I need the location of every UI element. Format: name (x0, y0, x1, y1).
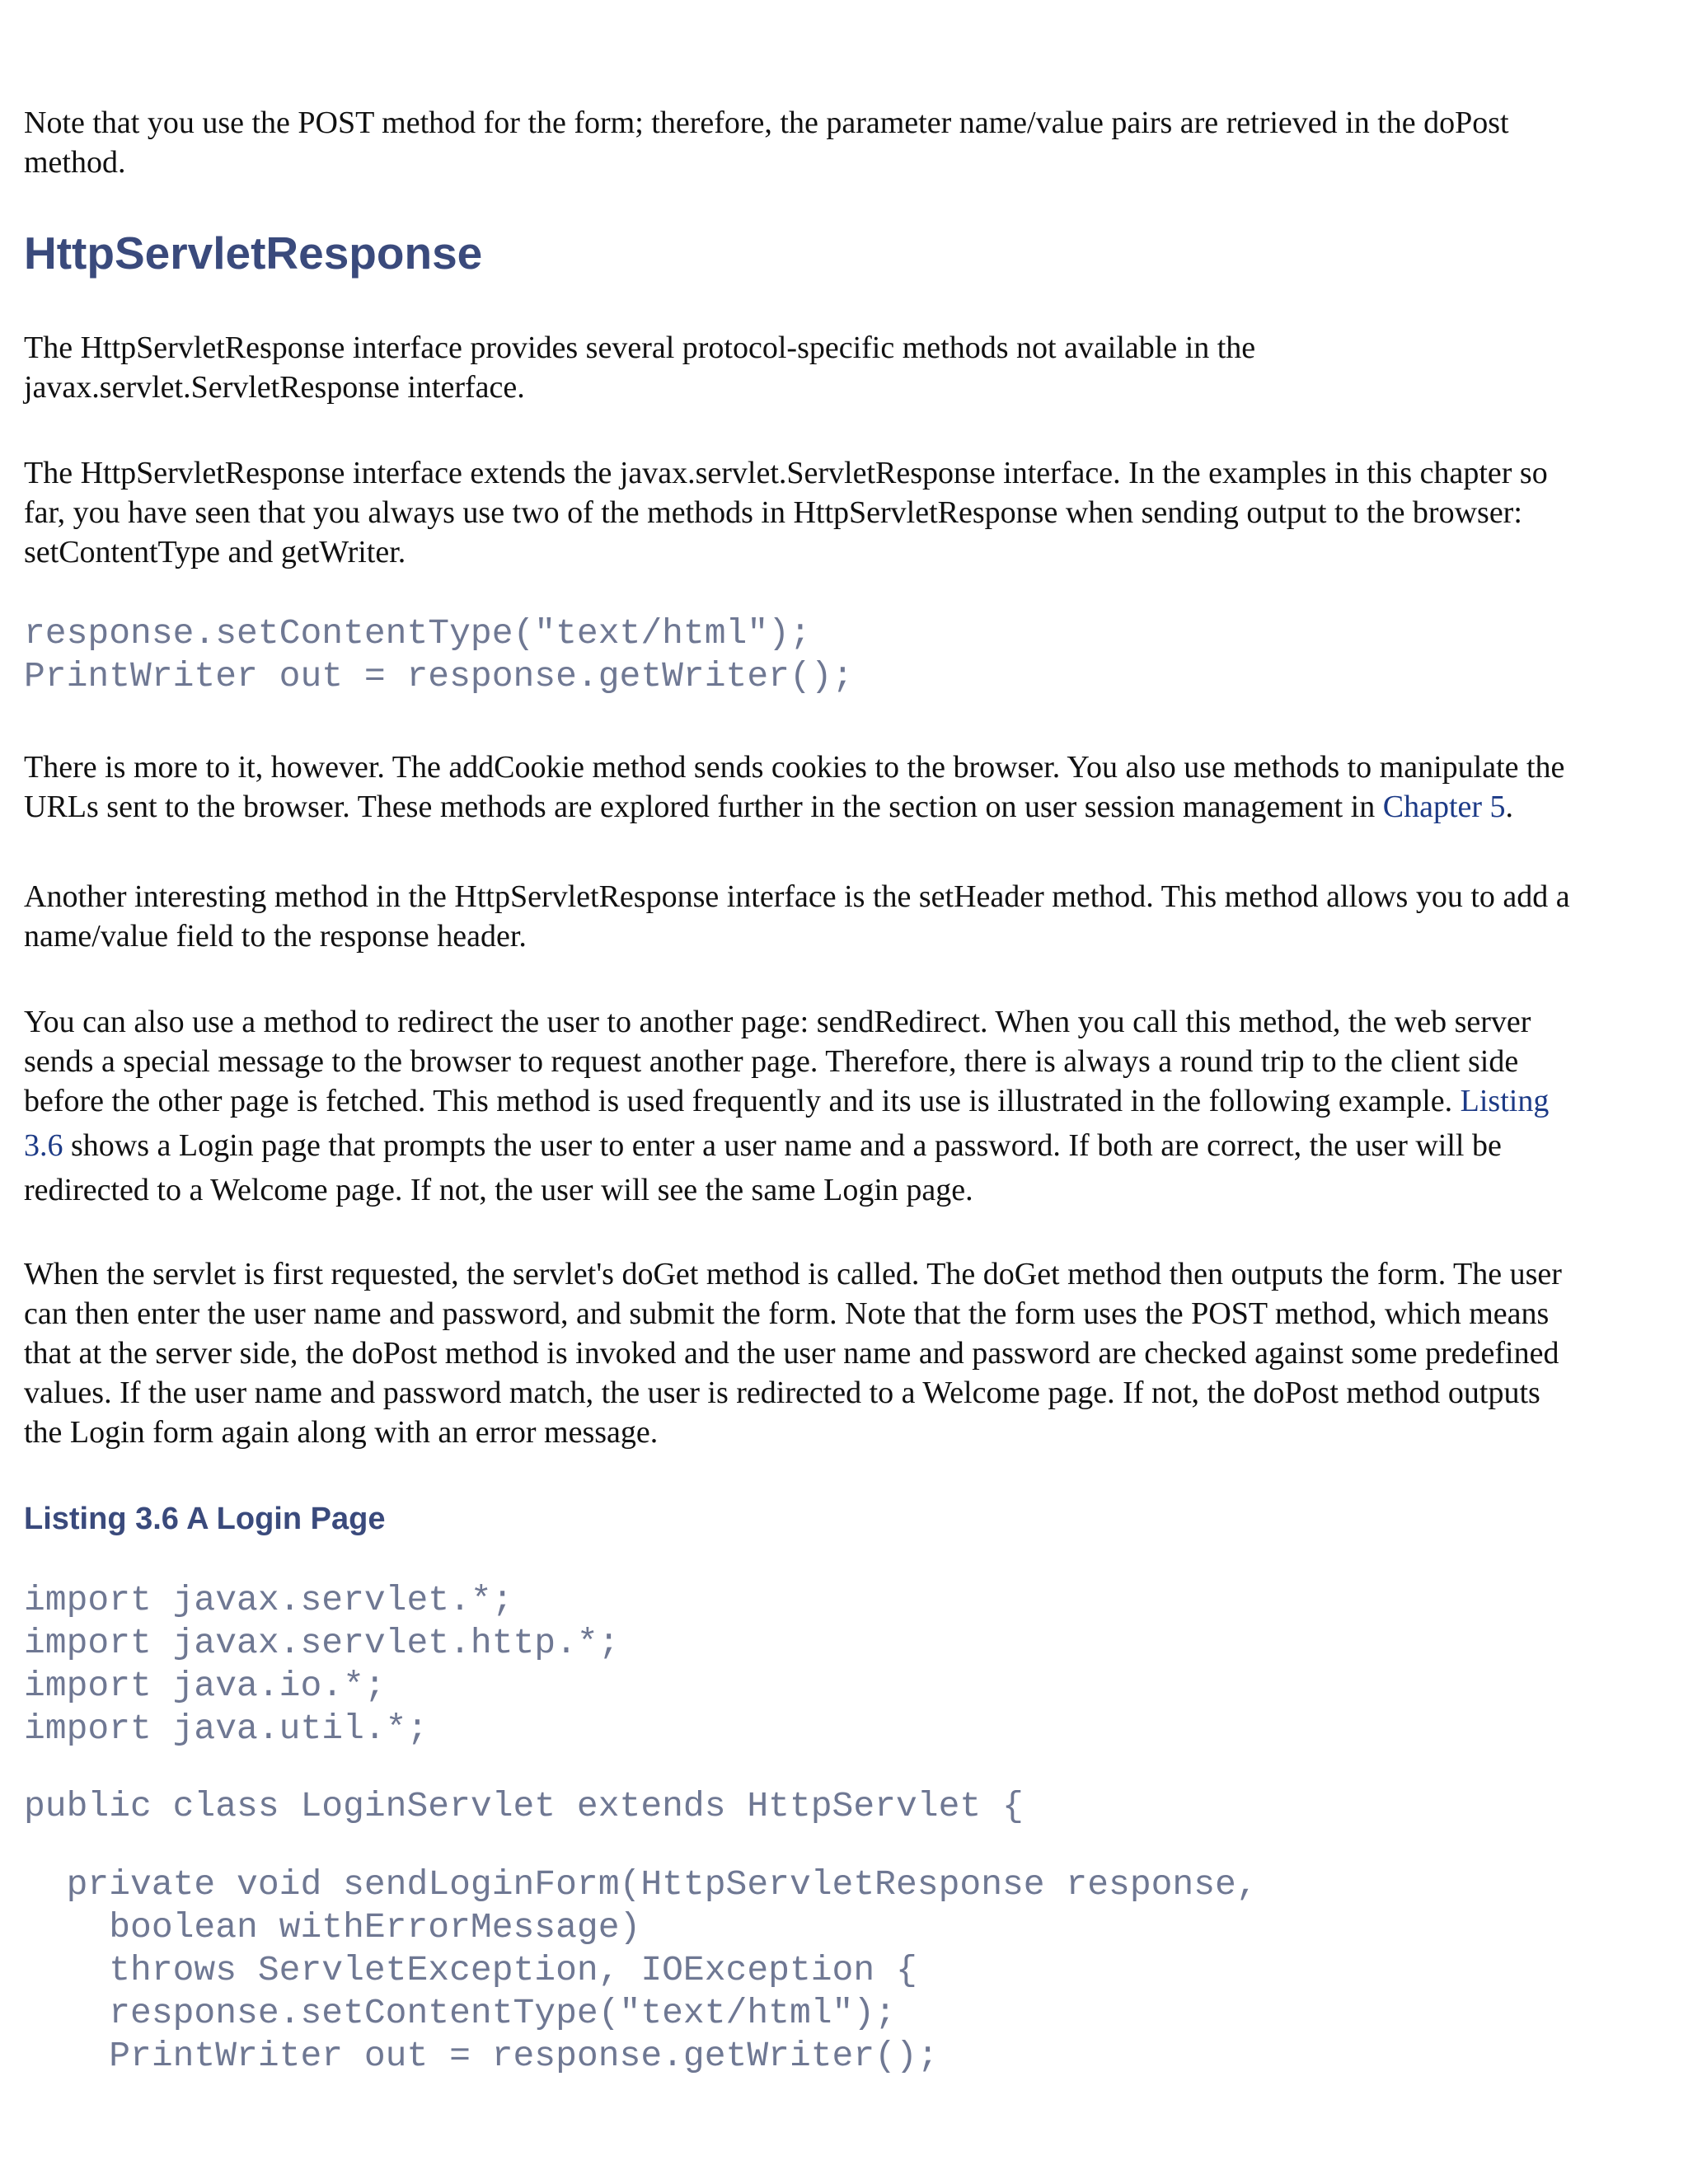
para3-line-2 (24, 787, 1513, 827)
code-snippet-line-2: PrintWriter out = response.getWriter(); (24, 656, 854, 696)
section-heading: HttpServletResponse (24, 227, 483, 279)
para5-line-1: You can also use a method to redirect the user to another page: sendRedirect. When you call this method, the web server (24, 1005, 1531, 1039)
code-line: boolean withErrorMessage) (24, 1907, 641, 1947)
listing-3-6-link-continued[interactable]: 3.6 (24, 1128, 63, 1163)
intro-line-1: Note that you use the POST method for the form; therefore, the parameter name/value pairs are retrieved in the doPost (24, 105, 1509, 140)
para1-line-1: The HttpServletResponse interface provides several protocol-specific methods not available in the (24, 330, 1256, 365)
code-line: response.setContentType("text/html"); (24, 1993, 896, 2033)
listing-3-6-link[interactable]: Listing (1460, 1084, 1550, 1118)
para5-line-2: sends a special message to the browser to request another page. Therefore, there is always a round trip to the client side (24, 1044, 1519, 1079)
para3-line-1: There is more to it, however. The addCookie method sends cookies to the browser. You also use methods to manipulate the (24, 750, 1565, 785)
code-line: import java.io.*; (24, 1666, 386, 1706)
para2-line-2: far, you have seen that you always use two of the methods in HttpServletResponse when sending output to the browser: (24, 495, 1522, 530)
para1-line-2: javax.servlet.ServletResponse interface. (24, 370, 525, 405)
para6-line-3: that at the server side, the doPost method is invoked and the user name and password are checked against some predefined (24, 1336, 1559, 1371)
para5-line-4 (24, 1126, 1502, 1165)
para6-line-1: When the servlet is first requested, the servlet's doGet method is called. The doGet method then outputs the form. The user (24, 1257, 1562, 1291)
para4-line-1: Another interesting method in the HttpServletResponse interface is the setHeader method. This method allows you to add a (24, 879, 1570, 914)
code-line: public class LoginServlet extends HttpServlet { (24, 1786, 1024, 1826)
code-snippet-line-1: response.setContentType("text/html"); (24, 613, 811, 654)
code-line: private void sendLoginForm(HttpServletResponse response, (24, 1864, 1258, 1905)
para6-line-4: values. If the user name and password match, the user is redirected to a Welcome page. If not, the doPost method outputs (24, 1376, 1540, 1410)
para2-line-3: setContentType and getWriter. (24, 535, 406, 569)
para6-line-2: can then enter the user name and password, and submit the form. Note that the form uses the POST method, which means (24, 1296, 1550, 1331)
listing-title: Listing 3.6 A Login Page (24, 1502, 386, 1536)
para3-line-2-end: . (1505, 790, 1514, 824)
code-line: import javax.servlet.*; (24, 1580, 513, 1620)
code-line: import javax.servlet.http.*; (24, 1623, 620, 1663)
code-line: PrintWriter out = response.getWriter(); (24, 2036, 939, 2076)
chapter-5-link[interactable]: Chapter 5 (1382, 790, 1506, 824)
para3-line-2-text: URLs sent to the browser. These methods are explored further in the section on user session management in (24, 790, 1383, 824)
code-line: throws ServletException, IOException { (24, 1950, 917, 1990)
para5-line-4-text: shows a Login page that prompts the user to enter a user name and a password. If both are correct, the user will be (63, 1128, 1502, 1163)
intro-line-2: method. (24, 145, 126, 180)
document-page (24, 0, 1668, 2184)
code-line: import java.util.*; (24, 1708, 429, 1749)
para5-line-3 (24, 1081, 1549, 1121)
para2-line-1: The HttpServletResponse interface extends the javax.servlet.ServletResponse interface. In the examples in this chapter so (24, 456, 1548, 490)
para6-line-5: the Login form again along with an error message. (24, 1415, 659, 1450)
para4-line-2: name/value field to the response header. (24, 919, 527, 954)
para5-line-5: redirected to a Welcome page. If not, the user will see the same Login page. (24, 1173, 973, 1207)
para5-line-3-text: before the other page is fetched. This method is used frequently and its use is illustrated in the following example. (24, 1084, 1461, 1118)
